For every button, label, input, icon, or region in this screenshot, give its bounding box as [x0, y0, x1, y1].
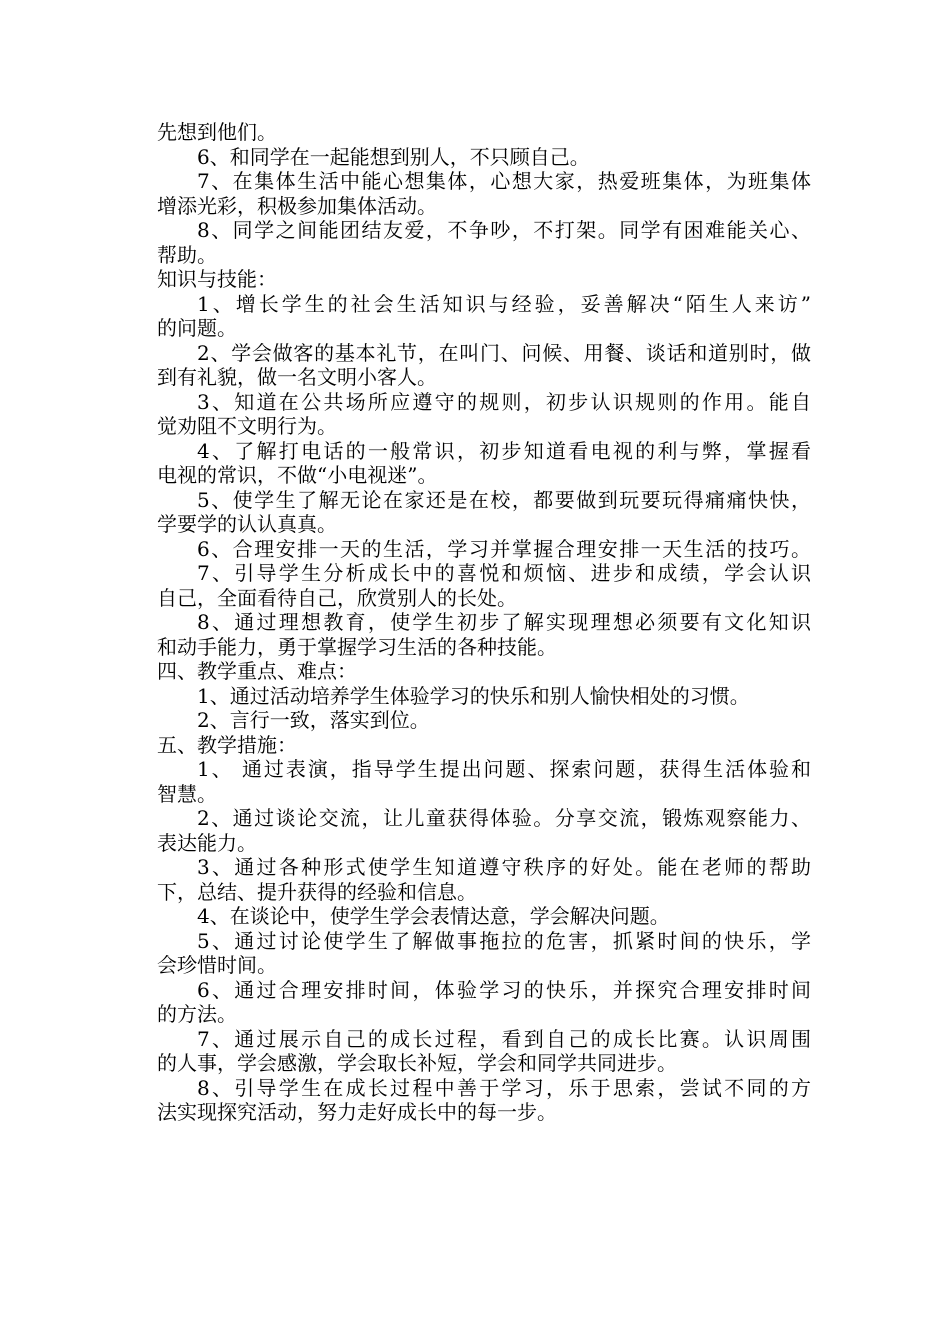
text-line: 学要学的认认真真。: [157, 512, 337, 536]
text-line: 4、在谈论中，使学生学会表情达意，学会解决问题。: [197, 904, 670, 928]
text-line: 法实现探究活动，努力走好成长中的每一步。: [157, 1100, 557, 1124]
text-line: 8、引导学生在成长过程中善于学习，乐于思索，尝试不同的方: [197, 1075, 811, 1100]
text-line: 2、学会做客的基本礼节，在叫门、问候、用餐、谈话和道别时，做: [197, 340, 811, 365]
text-line: 自己，全面看待自己，欣赏别人的长处。: [157, 585, 517, 610]
text-line: 和动手能力，勇于掌握学习生活的各种技能。: [157, 634, 557, 659]
text-line: 的问题。: [157, 316, 237, 340]
document-page: [157, 120, 811, 1125]
text-line: 2、通过谈论交流，让儿童获得体验。分享交流，锻炼观察能力、: [197, 806, 811, 830]
text-line: 7、引导学生分析成长中的喜悦和烦恼、进步和成绩，学会认识: [197, 561, 811, 585]
text-line: 五、教学措施：: [157, 732, 297, 757]
text-line: 下，总结、提升获得的经验和信息。: [157, 879, 477, 904]
text-line: 先想到他们。: [157, 120, 277, 144]
text-line: 5、使学生了解无论在家还是在校，都要做到玩要玩得痛痛快快，: [197, 487, 811, 512]
text-line: 8、通过理想教育，使学生初步了解实现理想必须要有文化知识: [197, 610, 811, 634]
text-line: 会珍惜时间。: [157, 953, 277, 977]
text-line: 到有礼貌，做一名文明小客人。: [157, 365, 437, 389]
text-line: 智慧。: [157, 781, 217, 806]
text-line: 3、通过各种形式使学生知道遵守秩序的好处。能在老师的帮助: [197, 855, 811, 879]
text-line: 4、了解打电话的一般常识，初步知道看电视的利与弊，掌握看: [197, 438, 811, 463]
text-line: 5、通过讨论使学生了解做事拖拉的危害，抓紧时间的快乐，学: [197, 928, 811, 953]
text-line: 1、增长学生的社会生活知识与经验，妥善解决“陌生人来访”: [197, 291, 811, 316]
text-line: 7、通过展示自己的成长过程，看到自己的成长比赛。认识周围: [197, 1026, 811, 1051]
text-line: 电视的常识，不做“小电视迷”。: [157, 463, 438, 487]
text-line: 6、和同学在一起能想到别人，不只顾自己。: [197, 144, 590, 169]
text-line: 表达能力。: [157, 830, 257, 855]
text-line: 2、言行一致，落实到位。: [197, 708, 430, 732]
text-line: 帮助。: [157, 242, 217, 267]
text-line: 3、知道在公共场所应遵守的规则，初步认识规则的作用。能自: [197, 389, 811, 414]
text-line: 6、通过合理安排时间，体验学习的快乐，并探究合理安排时间: [197, 977, 811, 1002]
text-line: 6、合理安排一天的生活，学习并掌握合理安排一天生活的技巧。: [197, 536, 811, 561]
text-line: 7、在集体生活中能心想集体，心想大家，热爱班集体，为班集体: [197, 169, 811, 193]
text-line: 知识与技能：: [157, 267, 277, 291]
text-line: 增添光彩，积极参加集体活动。: [157, 193, 437, 218]
text-line: 的人事，学会感激，学会取长补短，学会和同学共同进步。: [157, 1051, 677, 1075]
text-line: 觉劝阻不文明行为。: [157, 414, 337, 438]
text-line: 四、教学重点、难点：: [157, 659, 357, 683]
text-line: 的方法。: [157, 1002, 237, 1026]
text-line: 1、通过活动培养学生体验学习的快乐和别人愉快相处的习惯。: [197, 683, 750, 708]
text-line: 1、 通过表演，指导学生提出问题、探索问题，获得生活体验和: [197, 757, 811, 781]
text-line: 8、同学之间能团结友爱，不争吵，不打架。同学有困难能关心、: [197, 218, 811, 242]
